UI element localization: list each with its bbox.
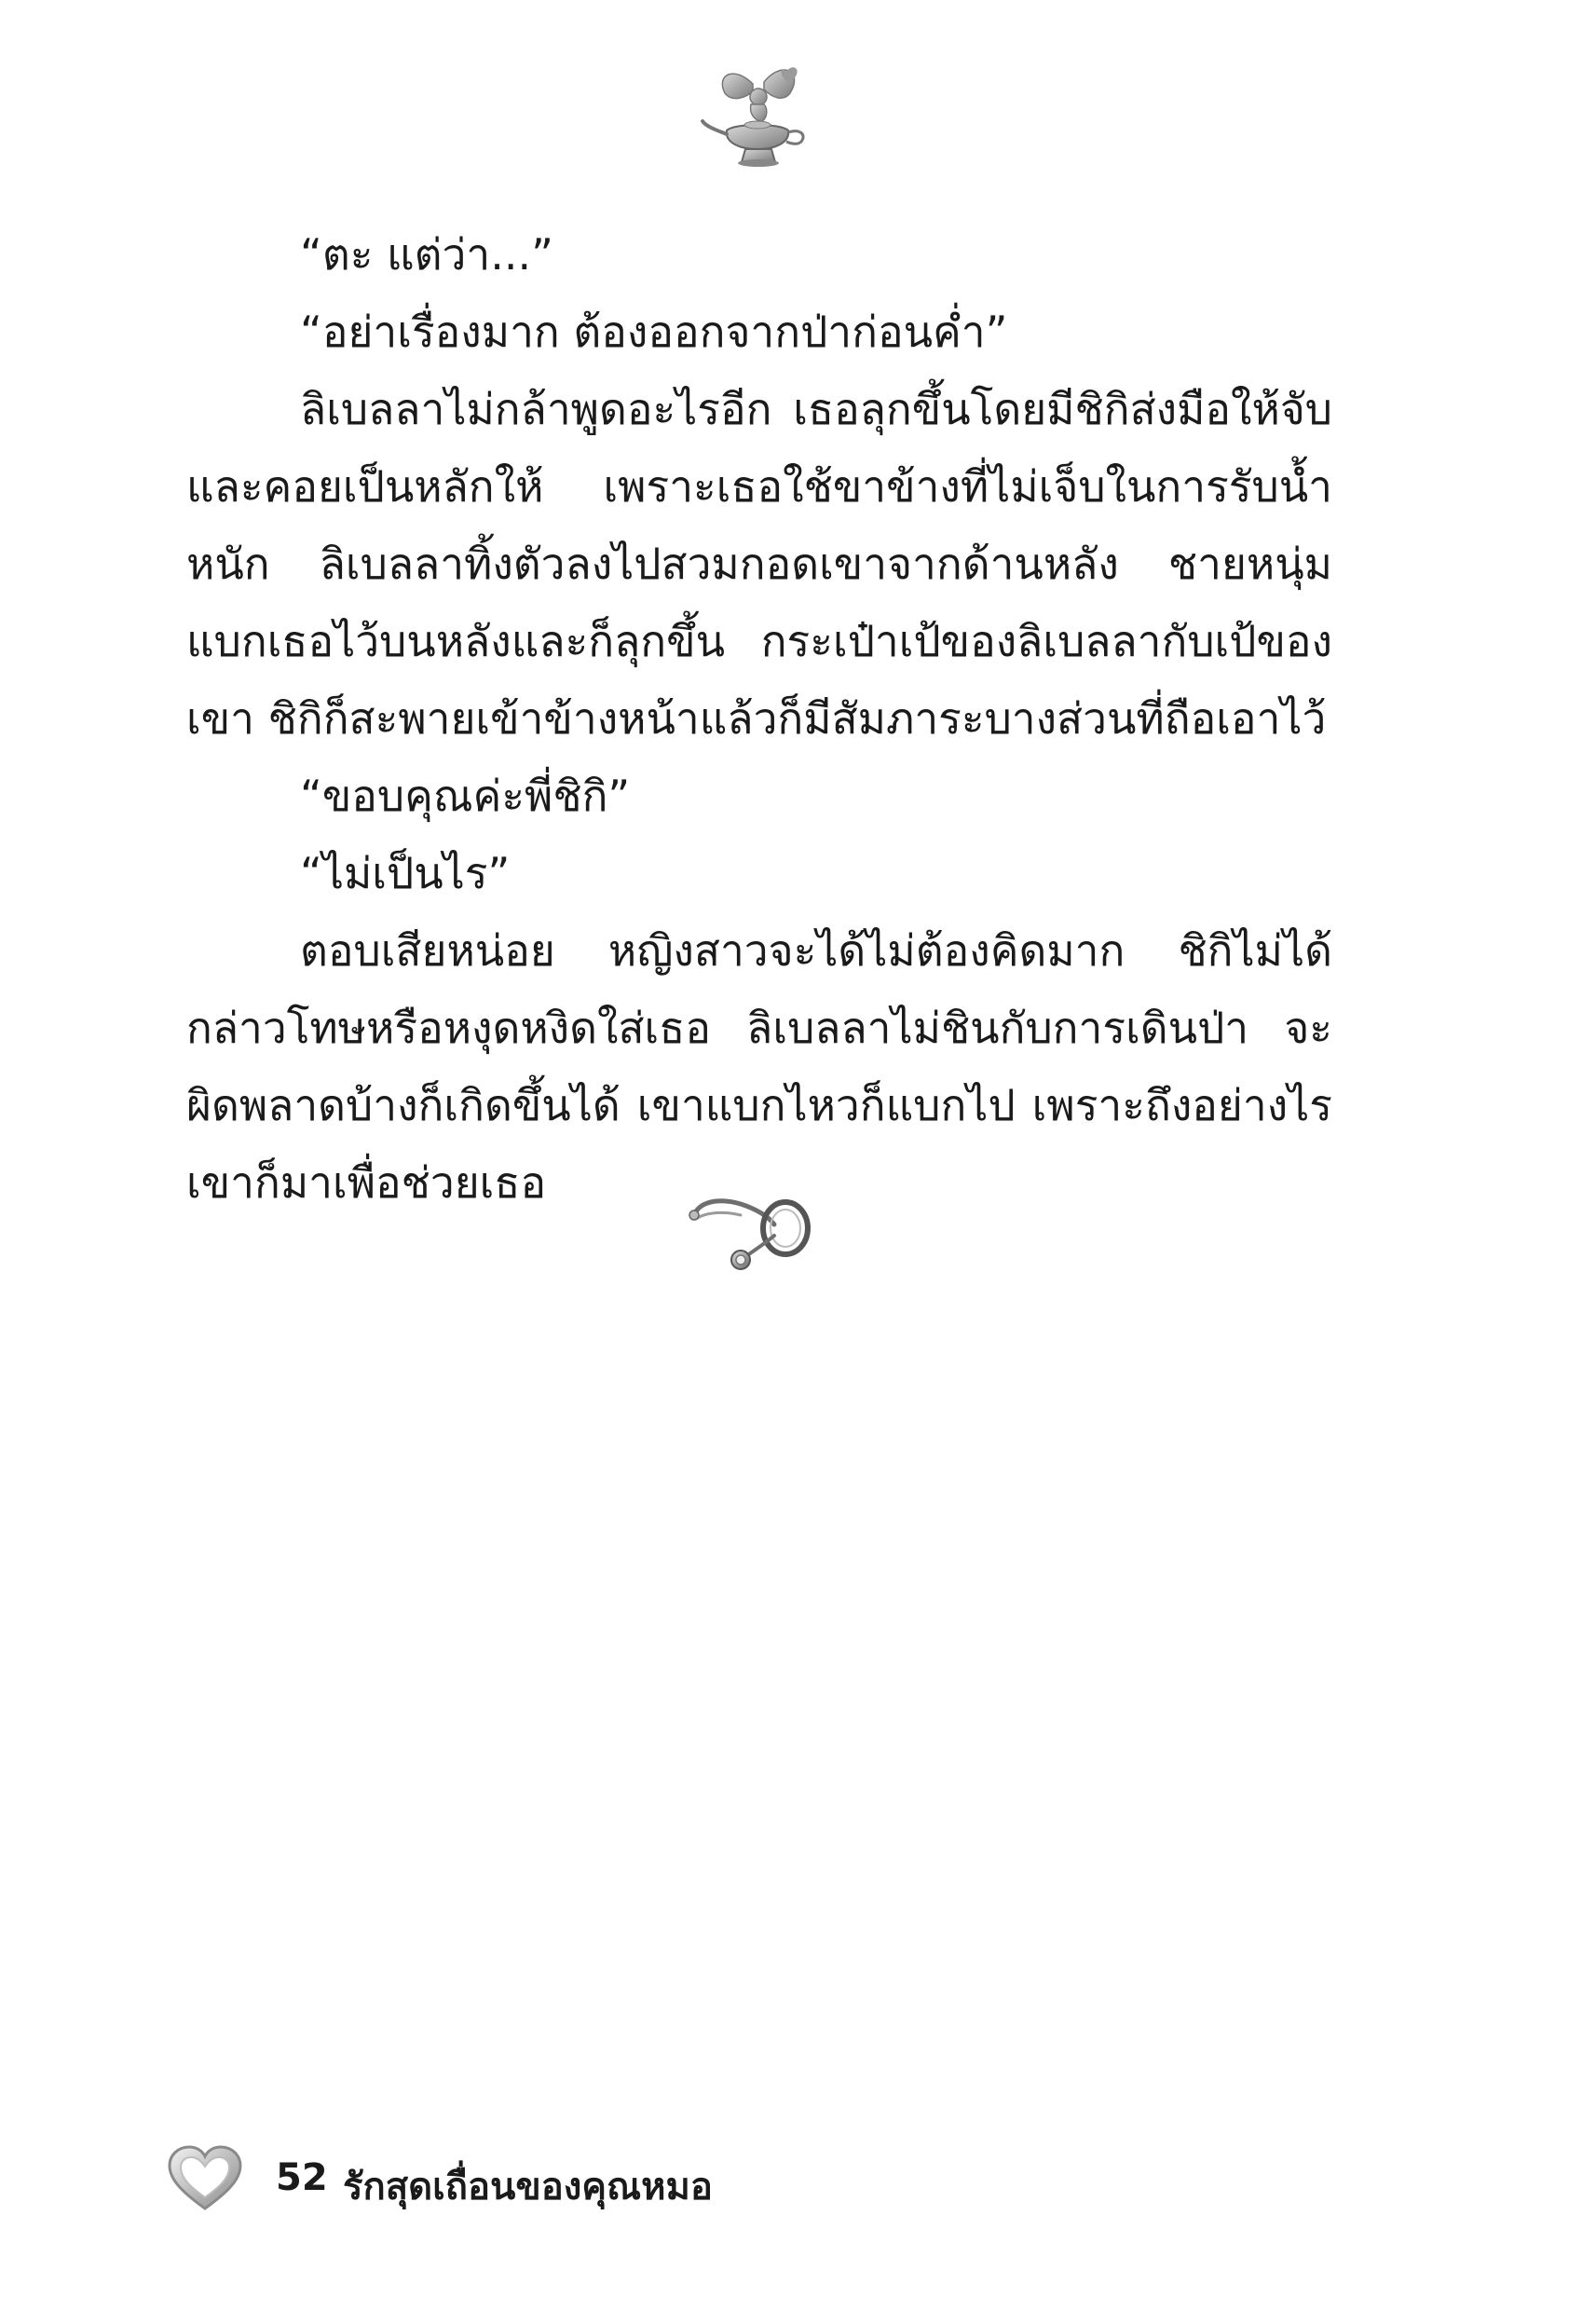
dialogue-paragraph: “ไม่เป็นไร” [300,848,511,898]
cupid-teapot-icon [697,56,818,177]
page-number: 52 [276,2156,328,2199]
heart-icon [166,2143,244,2214]
book-title: รักสุดเถื่อนของคุณหมอ [343,2166,713,2208]
dialogue-paragraph: “อย่าเรื่องมาก ต้องออกจากป่าก่อนค่ำ” [300,307,1008,357]
stethoscope-icon [685,1183,815,1277]
page-footer [166,2143,818,2218]
narrative-paragraph: ตอบเสียหน่อย หญิงสาวจะได้ไม่ต้องคิดมาก ชิกิไม่ได้กล่าวโทษหรือหงุดหงิดใส่เธอ ลิเบลลาไม่ชินกับการเดินป่า จะผิดพลาดบ้างก็เกิดขึ้นได้ เขาแบกไหวก็แบกไป เพราะถึงอย่างไรเขาก็มาเพื่อช่วยเธอ [186,925,1332,1208]
narrative-paragraph: ลิเบลลาไม่กล้าพูดอะไรอีก เธอลุกขึ้นโดยมีชิกิส่งมือให้จับและคอยเป็นหลักให้ เพราะเธอใช้ขาข้างที่ไม่เจ็บในการรับน้ำหนัก ลิเบลลาทิ้งตัวลงไปสวมกอดเขาจากด้านหลัง ชายหนุ่มแบกเธอไว้บนหลังและก็ลุกขึ้น กระเป๋าเป้ของลิเบลลากับเป้ของเขา ชิกิก็สะพายเข้าข้างหน้าแล้วก็มีสัมภาระบางส่วนที่ถือเอาไว้ [186,384,1332,744]
chapter-body [186,216,1332,1222]
dialogue-paragraph: “ขอบคุณค่ะพี่ชิกิ” [300,771,631,821]
dialogue-paragraph: “ตะ แต่ว่า...” [300,229,553,280]
